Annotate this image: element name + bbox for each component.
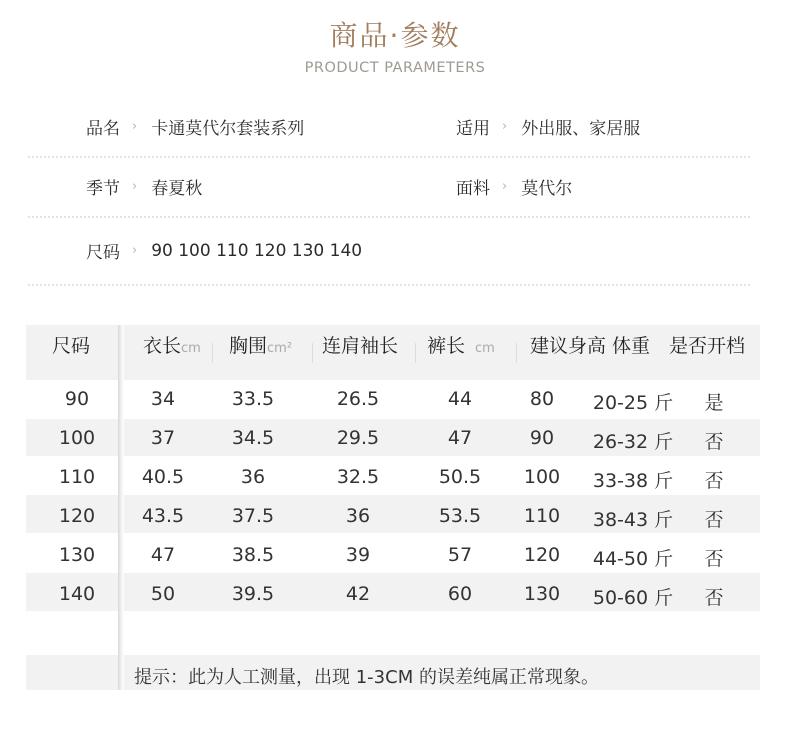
table-cell: 20-25 斤 <box>592 392 674 414</box>
table-cell: 47 <box>447 427 473 449</box>
param-value: 90 100 110 120 130 140 <box>151 240 363 261</box>
header-label: 胸围 <box>229 335 268 357</box>
header-pants <box>427 331 495 361</box>
table-cell: 33.5 <box>231 388 275 410</box>
table-cell: 39 <box>345 544 371 566</box>
chevron-right-icon: › <box>502 179 508 194</box>
header-label: 建议身高 体重 <box>530 335 651 357</box>
header-crotch <box>669 331 745 361</box>
table-cell: 57 <box>447 544 473 566</box>
table-cell: 否 <box>704 470 724 492</box>
table-cell: 110 <box>523 505 561 527</box>
table-cell: 否 <box>704 548 724 570</box>
param-usage <box>456 114 640 139</box>
table-cell: 44-50 斤 <box>592 548 674 570</box>
header-length <box>143 331 201 361</box>
table-cell: 36 <box>240 466 266 488</box>
header-label: 裤长 <box>427 335 466 357</box>
param-season <box>86 174 202 199</box>
header-label: 连肩袖长 <box>322 335 399 357</box>
table-cell: 否 <box>704 587 724 609</box>
table-cell: 40.5 <box>141 466 185 488</box>
header-unit: cm <box>181 341 201 356</box>
table-cell: 120 <box>58 505 96 527</box>
param-fabric <box>456 174 572 199</box>
table-cell: 100 <box>58 427 96 449</box>
header-label: 尺码 <box>52 335 91 357</box>
table-cell: 38-43 斤 <box>592 509 674 531</box>
table-cell: 90 <box>529 427 555 449</box>
param-label: 面料 <box>456 179 490 199</box>
table-cell: 130 <box>58 544 96 566</box>
measurement-note: 提示：此为人工测量，出现 1-3CM 的误差纯属正常现象。 <box>134 667 599 688</box>
dotted-divider <box>28 284 750 286</box>
table-cell: 120 <box>523 544 561 566</box>
chevron-right-icon: › <box>132 243 138 258</box>
header-size <box>52 331 90 361</box>
table-cell: 50 <box>150 583 176 605</box>
header-label: 是否开档 <box>669 335 746 357</box>
header-separator <box>212 343 213 363</box>
header-height-weight <box>530 331 650 361</box>
table-cell: 43.5 <box>141 505 185 527</box>
table-cell: 39.5 <box>231 583 275 605</box>
table-cell: 29.5 <box>336 427 380 449</box>
header-separator <box>516 343 517 363</box>
chevron-right-icon: › <box>502 119 508 134</box>
table-cell: 50.5 <box>438 466 482 488</box>
param-value: 卡通莫代尔套装系列 <box>151 119 305 139</box>
table-cell: 37.5 <box>231 505 275 527</box>
param-label: 尺码 <box>86 243 120 263</box>
table-cell: 33-38 斤 <box>592 470 674 492</box>
page-title: 商品·参数 <box>329 19 461 52</box>
param-size <box>86 238 362 263</box>
table-cell: 32.5 <box>336 466 380 488</box>
table-cell: 37 <box>150 427 176 449</box>
param-label: 适用 <box>456 119 490 139</box>
header-separator <box>415 343 416 363</box>
table-cell: 36 <box>345 505 371 527</box>
table-cell: 90 <box>64 388 90 410</box>
table-cell: 140 <box>58 583 96 605</box>
table-cell: 是 <box>704 392 724 414</box>
param-value: 外出服、家居服 <box>521 119 641 139</box>
param-value: 莫代尔 <box>521 179 573 199</box>
header-label: 衣长 <box>143 335 182 357</box>
param-value: 春夏秋 <box>151 179 203 199</box>
header-chest <box>229 331 292 361</box>
table-cell: 42 <box>345 583 371 605</box>
table-cell: 47 <box>150 544 176 566</box>
param-name <box>86 114 304 139</box>
chevron-right-icon: › <box>132 119 138 134</box>
table-cell: 60 <box>447 583 473 605</box>
table-cell: 100 <box>523 466 561 488</box>
table-cell: 38.5 <box>231 544 275 566</box>
table-cell: 50-60 斤 <box>592 587 674 609</box>
table-cell: 53.5 <box>438 505 482 527</box>
param-label: 季节 <box>86 179 120 199</box>
header-sleeve <box>322 331 398 361</box>
dotted-divider <box>28 216 750 218</box>
page-subtitle: PRODUCT PARAMETERS <box>304 60 486 76</box>
table-cell: 110 <box>58 466 96 488</box>
table-cell: 26-32 斤 <box>592 431 674 453</box>
header-separator <box>312 343 313 363</box>
chevron-right-icon: › <box>132 179 138 194</box>
table-cell: 80 <box>529 388 555 410</box>
table-cell: 34.5 <box>231 427 275 449</box>
table-cell: 130 <box>523 583 561 605</box>
header-unit: cm <box>475 341 495 356</box>
param-label: 品名 <box>86 119 120 139</box>
table-cell: 34 <box>150 388 176 410</box>
header-unit: cm² <box>267 341 293 356</box>
table-cell: 26.5 <box>336 388 380 410</box>
dotted-divider <box>28 156 750 158</box>
table-cell: 否 <box>704 509 724 531</box>
table-cell: 否 <box>704 431 724 453</box>
table-cell: 44 <box>447 388 473 410</box>
